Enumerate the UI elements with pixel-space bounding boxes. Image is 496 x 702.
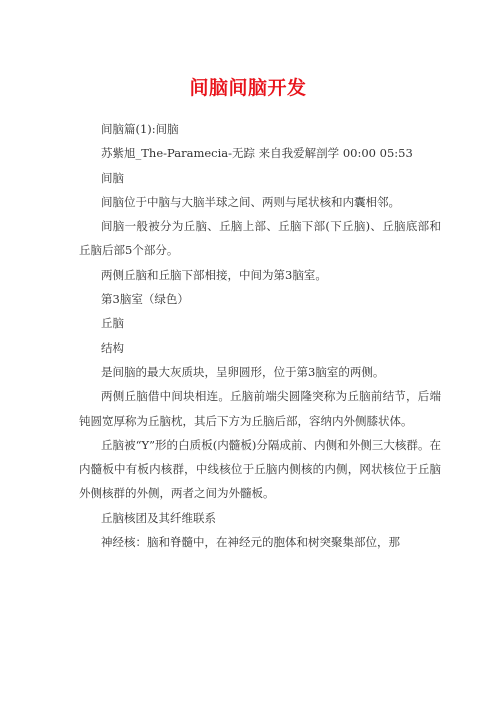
- paragraph-ventricle-caption: 第3脑室（绿色）: [101, 292, 189, 307]
- paragraph-heading-structure: 结构: [101, 340, 124, 355]
- paragraph-chapter: 间脑篇(1):间脑: [101, 122, 179, 136]
- paragraph-byline: 苏紫旭_The-Paramecia-无踪 来自我爱解剖学 00:00 05:53: [101, 146, 413, 161]
- paragraph-third-ventricle: 两侧丘脑和丘脑下部相接，中间为第3脑室。: [101, 267, 327, 282]
- paragraph-nucleus-definition: 神经核：脑和脊髓中，在神经元的胞体和树突聚集部位，那: [101, 535, 400, 550]
- paragraph-heading-nuclei: 丘脑核团及其纤维联系: [101, 510, 216, 525]
- paragraph-thalamus-connection: 两侧丘脑借中间块相连。丘脑前端尖圆隆突称为丘脑前结节，后端钝圆宽厚称为丘脑枕，其后下方为丘脑后部，容纳内外侧膝状体。: [79, 389, 441, 428]
- document-body: [79, 117, 441, 554]
- paragraph-location: 间脑位于中脑与大脑半球之间、两则与尾状核和内囊相邻。: [101, 194, 400, 209]
- paragraph-heading-thalamus: 丘脑: [101, 316, 124, 331]
- paragraph-thalamus-desc: 是间脑的最大灰质块，呈卵圆形，位于第3脑室的两侧。: [101, 364, 385, 379]
- paragraph-heading-diencephalon: 间脑: [101, 170, 124, 185]
- paragraph-nuclei-groups: 丘脑被“Y”形的白质板(内髓板)分隔成前、内侧和外侧三大核群。在内髓板中有板内核群，中线核位于丘脑内侧核的内侧，网状核位于丘脑外侧核群的外侧，两者之间为外髓板。: [79, 437, 441, 501]
- paragraph-division: 间脑一般被分为丘脑、丘脑上部、丘脑下部(下丘脑)、丘脑底部和丘脑后部5个部分。: [79, 219, 441, 258]
- document-title: 间脑间脑开发: [189, 77, 307, 99]
